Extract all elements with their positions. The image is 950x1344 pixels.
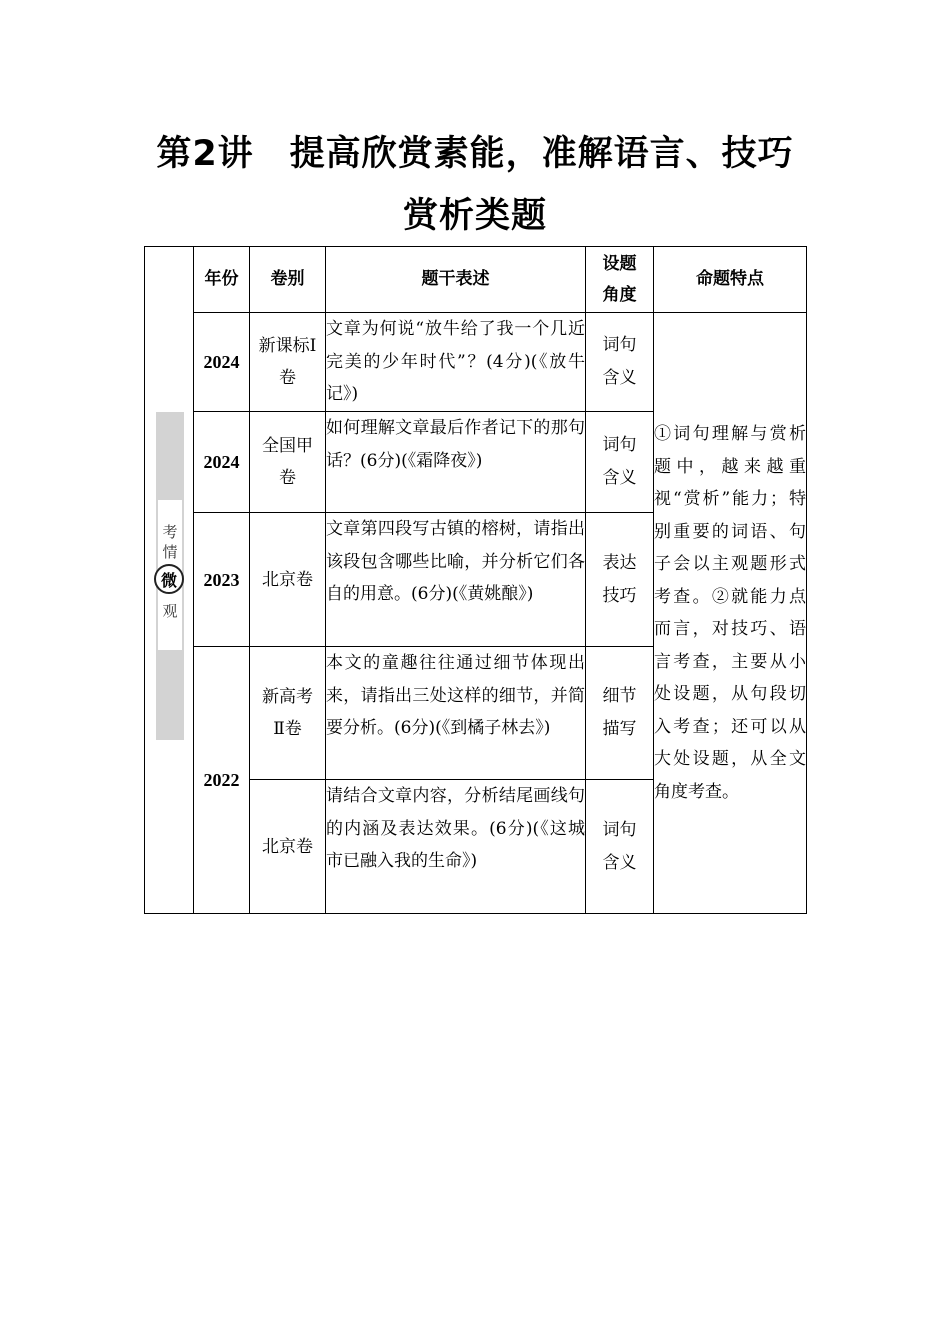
exam-analysis-table (144, 246, 807, 914)
row-year: 2024 (194, 412, 250, 513)
row-angle: 细节描写 (586, 647, 654, 780)
row-stem: 文章为何说“放牛给了我一个几近完美的少年时代”？(4分)(《放牛记》) (326, 313, 586, 412)
header-angle: 设题角度 (586, 247, 654, 313)
header-feature: 命题特点 (654, 247, 807, 313)
row-paper: 北京卷 (250, 513, 326, 647)
row-stem: 本文的童趣往往通过细节体现出来，请指出三处这样的细节，并简要分析。(6分)(《到橘子林去》) (326, 647, 586, 780)
header-stem: 题干表述 (326, 247, 586, 313)
side-char-guan: 观 (162, 602, 178, 620)
row-angle: 词句含义 (586, 412, 654, 513)
row-stem: 文章第四段写古镇的榕树，请指出该段包含哪些比喻，并分析它们各自的用意。(6分)(《黄姚酿》) (326, 513, 586, 647)
row-paper: 新高考Ⅱ卷 (250, 647, 326, 780)
page-title-line-1: 第2讲 提高欣赏素能，准解语言、技巧 (156, 134, 794, 174)
row-stem: 请结合文章内容，分析结尾画线句的内涵及表达效果。(6分)(《这城市已融入我的生命》) (326, 780, 586, 914)
side-char-kao: 考 (162, 523, 178, 541)
row-paper: 全国甲卷 (250, 412, 326, 513)
page-title-line-2: 赏析类题 (402, 196, 547, 236)
row-year: 2024 (194, 313, 250, 412)
side-char-wei-circled: 微 (154, 564, 184, 594)
row-stem: 如何理解文章最后作者记下的那句话？(6分)(《霜降夜》) (326, 412, 586, 513)
side-label-bar (156, 412, 184, 740)
table-header-row (145, 247, 807, 313)
side-char-qing: 情 (162, 543, 178, 561)
row-angle: 词句含义 (586, 780, 654, 914)
header-year: 年份 (194, 247, 250, 313)
row-angle: 表达技巧 (586, 513, 654, 647)
row-paper: 北京卷 (250, 780, 326, 914)
side-label (158, 500, 182, 650)
table-row (145, 313, 807, 412)
header-paper: 卷别 (250, 247, 326, 313)
row-paper: 新课标Ⅰ卷 (250, 313, 326, 412)
row-year: 2023 (194, 513, 250, 647)
side-label-cell (145, 247, 194, 914)
feature-cell: ①词句理解与赏析题中，越来越重视“赏析”能力；特别重要的词语、句子会以主观题形式考查。②就能力点而言，对技巧、语言考查，主要从小处设题，从句段切入考查；还可以从大处设题，从全文角度考查。 (654, 313, 807, 914)
row-angle: 词句含义 (586, 313, 654, 412)
row-year: 2022 (194, 647, 250, 914)
